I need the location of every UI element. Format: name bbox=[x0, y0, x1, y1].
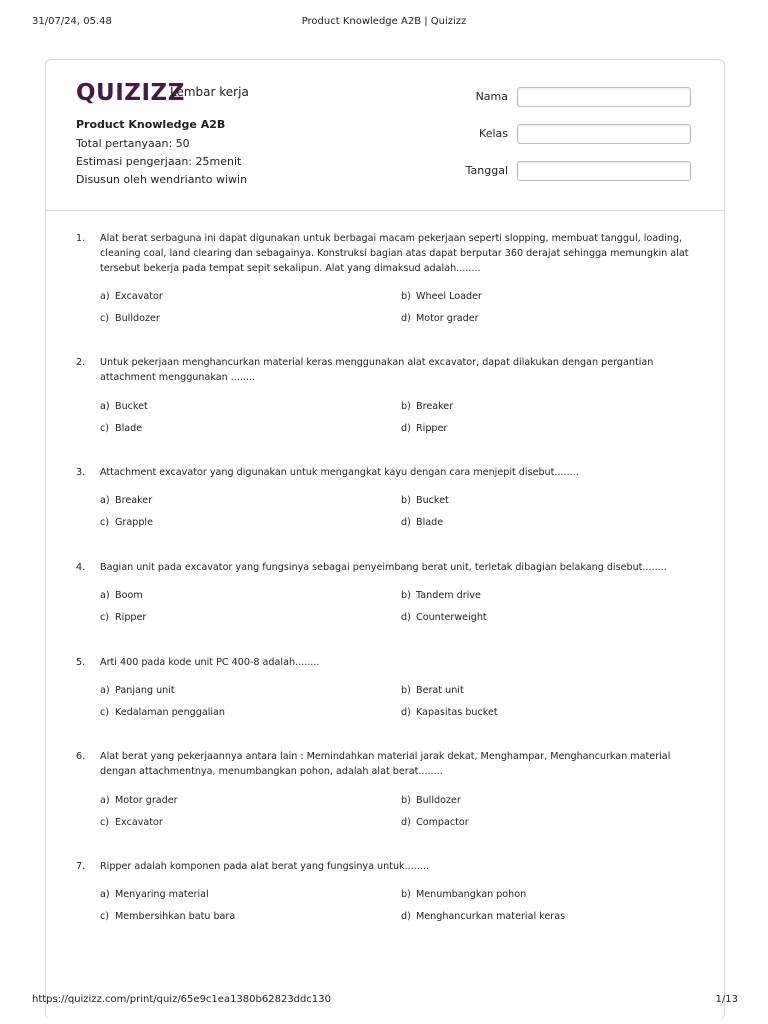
option-text: Kapasitas bucket bbox=[416, 707, 498, 718]
answer-option bbox=[100, 684, 175, 698]
answer-option bbox=[401, 910, 565, 924]
class-label: Kelas bbox=[479, 127, 508, 140]
option-text: Menghancurkan material keras bbox=[416, 911, 566, 922]
question-number: 2. bbox=[76, 357, 86, 368]
print-page-title: Product Knowledge A2B | Quizizz bbox=[301, 16, 467, 27]
answer-option bbox=[401, 888, 526, 902]
print-header bbox=[0, 16, 768, 30]
option-letter: c) bbox=[100, 817, 110, 828]
option-letter: b) bbox=[401, 590, 411, 601]
answer-option bbox=[100, 290, 163, 304]
option-letter: d) bbox=[401, 313, 411, 324]
option-text: Grapple bbox=[115, 517, 154, 528]
option-letter: b) bbox=[401, 889, 411, 900]
answer-option bbox=[401, 794, 461, 808]
answer-option bbox=[401, 422, 447, 436]
option-text: Boom bbox=[115, 590, 143, 601]
question-text: Ripper adalah komponen pada alat berat yang fungsinya untuk........ bbox=[100, 861, 429, 872]
question bbox=[76, 355, 694, 387]
option-letter: a) bbox=[100, 495, 110, 506]
option-text: Panjang unit bbox=[115, 685, 175, 696]
option-letter: c) bbox=[100, 517, 110, 528]
option-text: Blade bbox=[115, 423, 143, 434]
answer-option bbox=[100, 706, 225, 720]
answer-option bbox=[401, 516, 443, 530]
answer-option bbox=[401, 611, 487, 625]
estimated-time: Estimasi pengerjaan: 25menit bbox=[76, 155, 242, 168]
question bbox=[76, 749, 694, 781]
option-text: Bucket bbox=[115, 401, 148, 412]
answer-option bbox=[401, 706, 498, 720]
answer-option bbox=[401, 684, 464, 698]
print-url[interactable]: https://quizizz.com/print/quiz/65e9c1ea1380b62823ddc130 bbox=[32, 994, 331, 1005]
option-letter: a) bbox=[100, 590, 110, 601]
worksheet-kind: Lembar kerja bbox=[170, 85, 249, 99]
question-number: 4. bbox=[76, 562, 86, 573]
option-text: Motor grader bbox=[416, 313, 479, 324]
question bbox=[76, 465, 694, 481]
question-number: 1. bbox=[76, 233, 86, 244]
option-letter: d) bbox=[401, 707, 411, 718]
answer-option bbox=[100, 611, 146, 625]
page-number: 1/13 bbox=[715, 994, 738, 1005]
option-text: Motor grader bbox=[115, 795, 178, 806]
option-text: Berat unit bbox=[416, 685, 464, 696]
answer-option bbox=[100, 312, 160, 326]
option-letter: a) bbox=[100, 685, 110, 696]
option-letter: c) bbox=[100, 423, 110, 434]
question-number: 6. bbox=[76, 751, 86, 762]
option-letter: a) bbox=[100, 291, 110, 302]
option-letter: d) bbox=[401, 423, 411, 434]
option-letter: a) bbox=[100, 401, 110, 412]
question-number: 5. bbox=[76, 657, 86, 668]
option-text: Menyaring material bbox=[115, 889, 209, 900]
answer-option bbox=[100, 910, 235, 924]
answer-option bbox=[100, 494, 152, 508]
date-input[interactable] bbox=[517, 161, 691, 181]
option-text: Bucket bbox=[416, 495, 449, 506]
question bbox=[76, 231, 694, 281]
option-letter: b) bbox=[401, 685, 411, 696]
option-text: Counterweight bbox=[416, 612, 487, 623]
question bbox=[76, 560, 694, 576]
quiz-title: Product Knowledge A2B bbox=[76, 118, 226, 131]
print-timestamp: 31/07/24, 05.48 bbox=[32, 16, 112, 27]
option-text: Ripper bbox=[416, 423, 448, 434]
answer-option bbox=[401, 312, 479, 326]
answer-option bbox=[401, 494, 449, 508]
worksheet-header bbox=[46, 60, 724, 211]
option-letter: d) bbox=[401, 911, 411, 922]
answer-option bbox=[401, 290, 482, 304]
question-number: 7. bbox=[76, 861, 86, 872]
option-text: Tandem drive bbox=[416, 590, 481, 601]
name-label: Nama bbox=[475, 90, 508, 103]
quizizz-logo: QUIZIZZ bbox=[76, 80, 185, 106]
option-text: Excavator bbox=[115, 291, 163, 302]
answer-option bbox=[401, 400, 453, 414]
question-text: Alat berat yang pekerjaannya antara lain : Memindahkan material jarak dekat, Menghampar, Menghancurkan material dengan attachmentnya, menumbangkan pohon, adalah alat berat........ bbox=[100, 751, 671, 777]
worksheet bbox=[45, 59, 725, 1020]
name-input[interactable] bbox=[517, 87, 691, 107]
question-text: Bagian unit pada excavator yang fungsinya sebagai penyeimbang berat unit, terletak dibagian belakang disebut........ bbox=[100, 562, 667, 573]
author: Disusun oleh wendrianto wiwin bbox=[76, 173, 248, 186]
option-letter: c) bbox=[100, 911, 110, 922]
option-text: Ripper bbox=[115, 612, 147, 623]
option-letter: b) bbox=[401, 291, 411, 302]
option-letter: b) bbox=[401, 401, 411, 412]
answer-option bbox=[100, 400, 148, 414]
question bbox=[76, 859, 694, 875]
answer-option bbox=[100, 888, 209, 902]
option-letter: c) bbox=[100, 313, 110, 324]
class-input[interactable] bbox=[517, 124, 691, 144]
answer-option bbox=[100, 422, 142, 436]
option-text: Breaker bbox=[416, 401, 454, 412]
answer-option bbox=[401, 589, 481, 603]
option-letter: d) bbox=[401, 612, 411, 623]
question-text: Attachment excavator yang digunakan untuk mengangkat kayu dengan cara menjepit disebut........ bbox=[100, 467, 579, 478]
option-text: Excavator bbox=[115, 817, 163, 828]
answer-option bbox=[401, 816, 469, 830]
answer-option bbox=[100, 589, 143, 603]
option-text: Bulldozer bbox=[115, 313, 160, 324]
option-text: Menumbangkan pohon bbox=[416, 889, 527, 900]
answer-option bbox=[100, 794, 178, 808]
option-text: Membersihkan batu bara bbox=[115, 911, 236, 922]
option-letter: b) bbox=[401, 795, 411, 806]
question-number: 3. bbox=[76, 467, 86, 478]
option-letter: c) bbox=[100, 707, 110, 718]
question-text: Arti 400 pada kode unit PC 400-8 adalah........ bbox=[100, 657, 320, 668]
option-text: Blade bbox=[416, 517, 444, 528]
option-text: Breaker bbox=[115, 495, 153, 506]
option-letter: a) bbox=[100, 795, 110, 806]
option-text: Compactor bbox=[416, 817, 469, 828]
option-text: Wheel Loader bbox=[416, 291, 482, 302]
answer-option bbox=[100, 516, 153, 530]
option-letter: d) bbox=[401, 817, 411, 828]
question-text: Alat berat serbaguna ini dapat digunakan untuk berbagai macam pekerjaan seperti slopping, membuat tanggul, loading, cleaning coal, land clearing dan sebagainya. Konstruksi bagian atas dapat berputar 360 derajat sehingga memungkin alat tersebut bekerja pada tempat sepit sekalipun. Alat yang dimaksud adalah........ bbox=[100, 233, 689, 274]
total-questions: Total pertanyaan: 50 bbox=[76, 137, 190, 150]
option-letter: c) bbox=[100, 612, 110, 623]
option-letter: d) bbox=[401, 517, 411, 528]
option-text: Bulldozer bbox=[416, 795, 461, 806]
print-footer bbox=[0, 994, 768, 1008]
question-text: Untuk pekerjaan menghancurkan material keras menggunakan alat excavator, dapat dilakukan dengan pergantian attachment menggunakan ........ bbox=[100, 357, 654, 383]
question bbox=[76, 655, 694, 671]
option-text: Kedalaman penggalian bbox=[115, 707, 226, 718]
option-letter: a) bbox=[100, 889, 110, 900]
answer-option bbox=[100, 816, 163, 830]
date-label: Tanggal bbox=[465, 164, 508, 177]
option-letter: b) bbox=[401, 495, 411, 506]
